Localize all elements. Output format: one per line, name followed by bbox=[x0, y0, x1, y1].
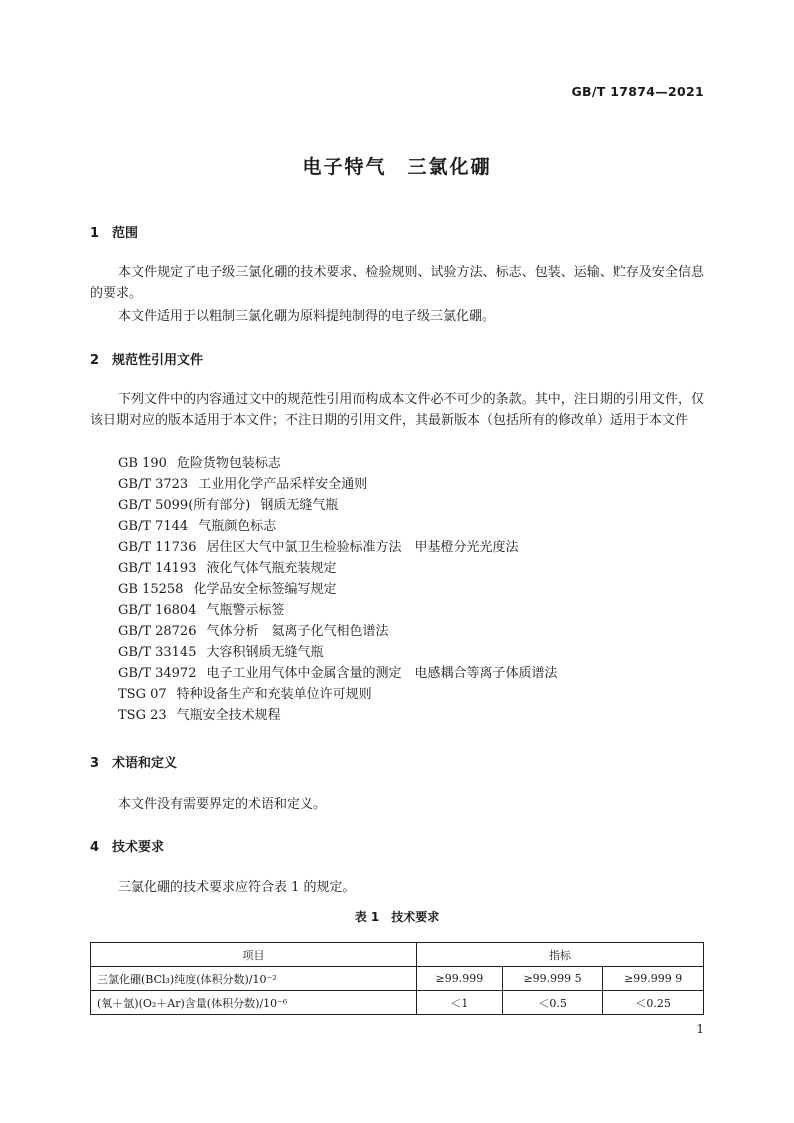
reference-title: 电子工业用气体中金属含量的测定 电感耦合等离子体质谱法 bbox=[206, 666, 558, 681]
section-2-intro: 下列文件中的内容通过文中的规范性引用而构成本文件必不可少的条款。其中，注日期的引用文件，仅该日期对应的版本适用于本文件；不注日期的引用文件，其最新版本（包括所有的修改单）适用于本文件 bbox=[90, 392, 704, 428]
section-3-text: 本文件没有需要界定的术语和定义。 bbox=[118, 797, 327, 812]
reference-title: 气瓶警示标签 bbox=[206, 603, 285, 618]
row-value: ≥99.999 9 bbox=[603, 967, 704, 991]
section-3-number: 3 bbox=[90, 756, 100, 771]
reference-code: GB/T 14193 bbox=[118, 561, 197, 576]
reference-code: GB 15258 bbox=[118, 582, 184, 597]
section-2-number: 2 bbox=[90, 353, 100, 368]
reference-title: 钢质无缝气瓶 bbox=[260, 498, 339, 513]
reference-code: GB/T 3723 bbox=[118, 477, 189, 492]
reference-title: 气体分析 氦离子化气相色谱法 bbox=[206, 624, 389, 639]
spec-table bbox=[90, 942, 704, 1015]
standard-code: GB/T 17874—2021 bbox=[571, 84, 704, 99]
reference-list bbox=[118, 453, 558, 726]
reference-code: GB/T 5099(所有部分) bbox=[118, 498, 251, 513]
reference-item bbox=[118, 579, 558, 600]
reference-item bbox=[118, 558, 558, 579]
header-item: 项目 bbox=[91, 943, 417, 967]
row-value: ＜1 bbox=[417, 991, 503, 1015]
section-1-number: 1 bbox=[90, 226, 100, 241]
section-1-paragraph-2: 本文件适用于以粗制三氯化硼为原料提纯制得的电子级三氯化硼。 bbox=[118, 309, 496, 324]
reference-code: GB/T 16804 bbox=[118, 603, 197, 618]
row-item: 三氯化硼(BCl₃)纯度(体积分数)/10⁻² bbox=[91, 967, 417, 991]
reference-code: GB/T 28726 bbox=[118, 624, 197, 639]
header-indicator: 指标 bbox=[417, 943, 704, 967]
reference-item bbox=[118, 453, 558, 474]
section-4-heading bbox=[90, 836, 164, 855]
reference-item bbox=[118, 684, 558, 705]
row-value: ＜0.5 bbox=[502, 991, 603, 1015]
section-1-title: 范围 bbox=[112, 226, 139, 241]
section-1-paragraph-1: 本文件规定了电子级三氯化硼的技术要求、检验规则、试验方法、标志、包装、运输、贮存及安全信息的要求。 bbox=[90, 265, 704, 301]
reference-item bbox=[118, 516, 558, 537]
reference-code: GB/T 34972 bbox=[118, 666, 197, 681]
table-header-row bbox=[91, 943, 704, 967]
reference-code: GB/T 7144 bbox=[118, 519, 189, 534]
reference-title: 危险货物包装标志 bbox=[176, 456, 281, 471]
section-3-heading bbox=[90, 752, 177, 771]
reference-code: GB/T 33145 bbox=[118, 645, 197, 660]
page-number: 1 bbox=[696, 1022, 704, 1036]
reference-code: GB 190 bbox=[118, 456, 167, 471]
reference-item bbox=[118, 621, 558, 642]
reference-code: TSG 07 bbox=[118, 687, 167, 702]
reference-code: TSG 23 bbox=[118, 708, 167, 723]
section-4-text: 三氯化硼的技术要求应符合表 1 的规定。 bbox=[118, 880, 356, 895]
row-item: (氧＋氩)(O₂＋Ar)含量(体积分数)/10⁻⁶ bbox=[91, 991, 417, 1015]
row-value: ≥99.999 bbox=[417, 967, 503, 991]
reference-item bbox=[118, 495, 558, 516]
table-caption: 表 1 技术要求 bbox=[354, 910, 440, 924]
section-2-heading bbox=[90, 349, 203, 368]
reference-title: 气瓶安全技术规程 bbox=[176, 708, 281, 723]
reference-title: 气瓶颜色标志 bbox=[198, 519, 277, 534]
reference-title: 工业用化学产品采样安全通则 bbox=[198, 477, 368, 492]
reference-title: 特种设备生产和充装单位许可规则 bbox=[176, 687, 372, 702]
reference-item bbox=[118, 537, 558, 558]
reference-item bbox=[118, 642, 558, 663]
document-title: 电子特气 三氯化硼 bbox=[302, 156, 492, 178]
reference-item bbox=[118, 600, 558, 621]
section-3-title: 术语和定义 bbox=[112, 756, 178, 771]
reference-title: 液化气体气瓶充装规定 bbox=[206, 561, 337, 576]
reference-title: 化学品安全标签编写规定 bbox=[193, 582, 337, 597]
section-2-title: 规范性引用文件 bbox=[112, 353, 204, 368]
reference-title: 大容积钢质无缝气瓶 bbox=[206, 645, 324, 660]
table-row bbox=[91, 967, 704, 991]
row-value: ＜0.25 bbox=[603, 991, 704, 1015]
section-4-title: 技术要求 bbox=[112, 840, 165, 855]
reference-title: 居住区大气中氯卫生检验标准方法 甲基橙分光光度法 bbox=[206, 540, 519, 555]
section-4-number: 4 bbox=[90, 840, 100, 855]
reference-item bbox=[118, 663, 558, 684]
reference-item bbox=[118, 474, 558, 495]
row-value: ≥99.999 5 bbox=[502, 967, 603, 991]
reference-item bbox=[118, 705, 558, 726]
table-row bbox=[91, 991, 704, 1015]
reference-code: GB/T 11736 bbox=[118, 540, 197, 555]
section-1-heading bbox=[90, 222, 138, 241]
